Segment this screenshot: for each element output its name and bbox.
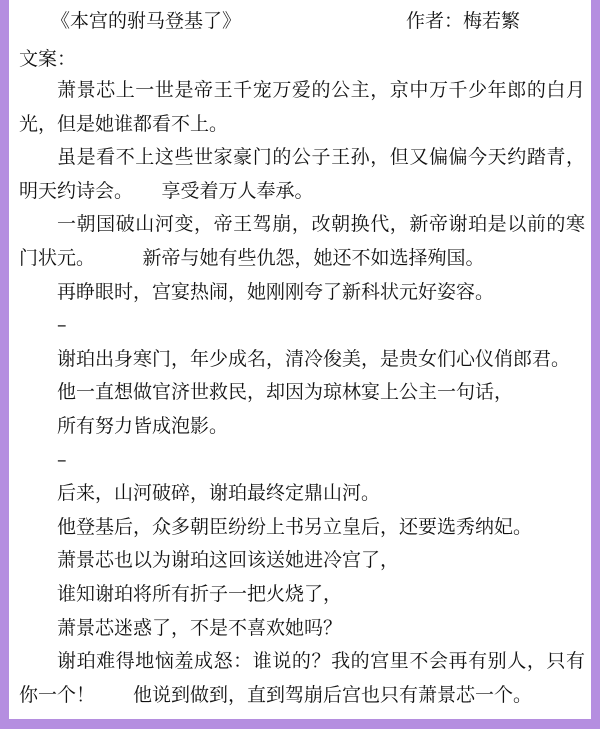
synopsis-paragraph: 他一直想做官济世救民，却因为琼林宴上公主一句话， (57, 381, 514, 404)
synopsis-paragraph: 再睁眼时，宫宴热闹，她刚刚夸了新科状元好姿容。 (57, 280, 495, 303)
book-title: 《本宫的驸马登基了》 (51, 10, 242, 32)
synopsis-body (19, 74, 585, 712)
synopsis-paragraph: 谢珀难得地恼羞成怒：谁说的？我的宫里不会再有别人，只有你一个！ 他说到做到，直到驾崩后宫也只有萧景芯一个。 (19, 650, 585, 706)
synopsis-paragraph: 谁知谢珀将所有折子一把火烧了， (57, 582, 343, 605)
header (51, 6, 591, 36)
document-page (9, 0, 591, 719)
synopsis-label: 文案： (19, 48, 77, 70)
section-divider: – (57, 448, 67, 471)
synopsis-paragraph: 萧景芯也以为谢珀这回该送她进冷宫了， (57, 549, 400, 572)
synopsis-paragraph: 谢珀出身寒门，年少成名，清冷俊美，是贵女们心仪俏郎君。 (57, 347, 571, 370)
synopsis-paragraph: 他登基后，众多朝臣纷纷上书另立皇后，还要选秀纳妃。 (57, 515, 533, 538)
synopsis-paragraph: 萧景芯上一世是帝王千宠万爱的公主，京中万千少年郎的白月光，但是她谁都看不上。 (19, 79, 585, 135)
author-line: 作者：梅若繁 (406, 10, 521, 32)
synopsis-paragraph: 后来，山河破碎，谢珀最终定鼎山河。 (57, 482, 381, 505)
synopsis-paragraph: 所有努力皆成泡影。 (57, 414, 229, 437)
synopsis-paragraph: 萧景芯迷惑了，不是不喜欢她吗？ (57, 616, 343, 639)
synopsis-paragraph: 一朝国破山河变，帝王驾崩，改朝换代，新帝谢珀是以前的寒门状元。 新帝与她有些仇怨，她还不如选择殉国。 (19, 213, 585, 269)
section-divider: – (57, 314, 67, 337)
synopsis-paragraph: 虽是看不上这些世家豪门的公子王孙，但又偏偏今天约踏青，明天约诗会。 享受着万人奉承。 (19, 146, 585, 202)
